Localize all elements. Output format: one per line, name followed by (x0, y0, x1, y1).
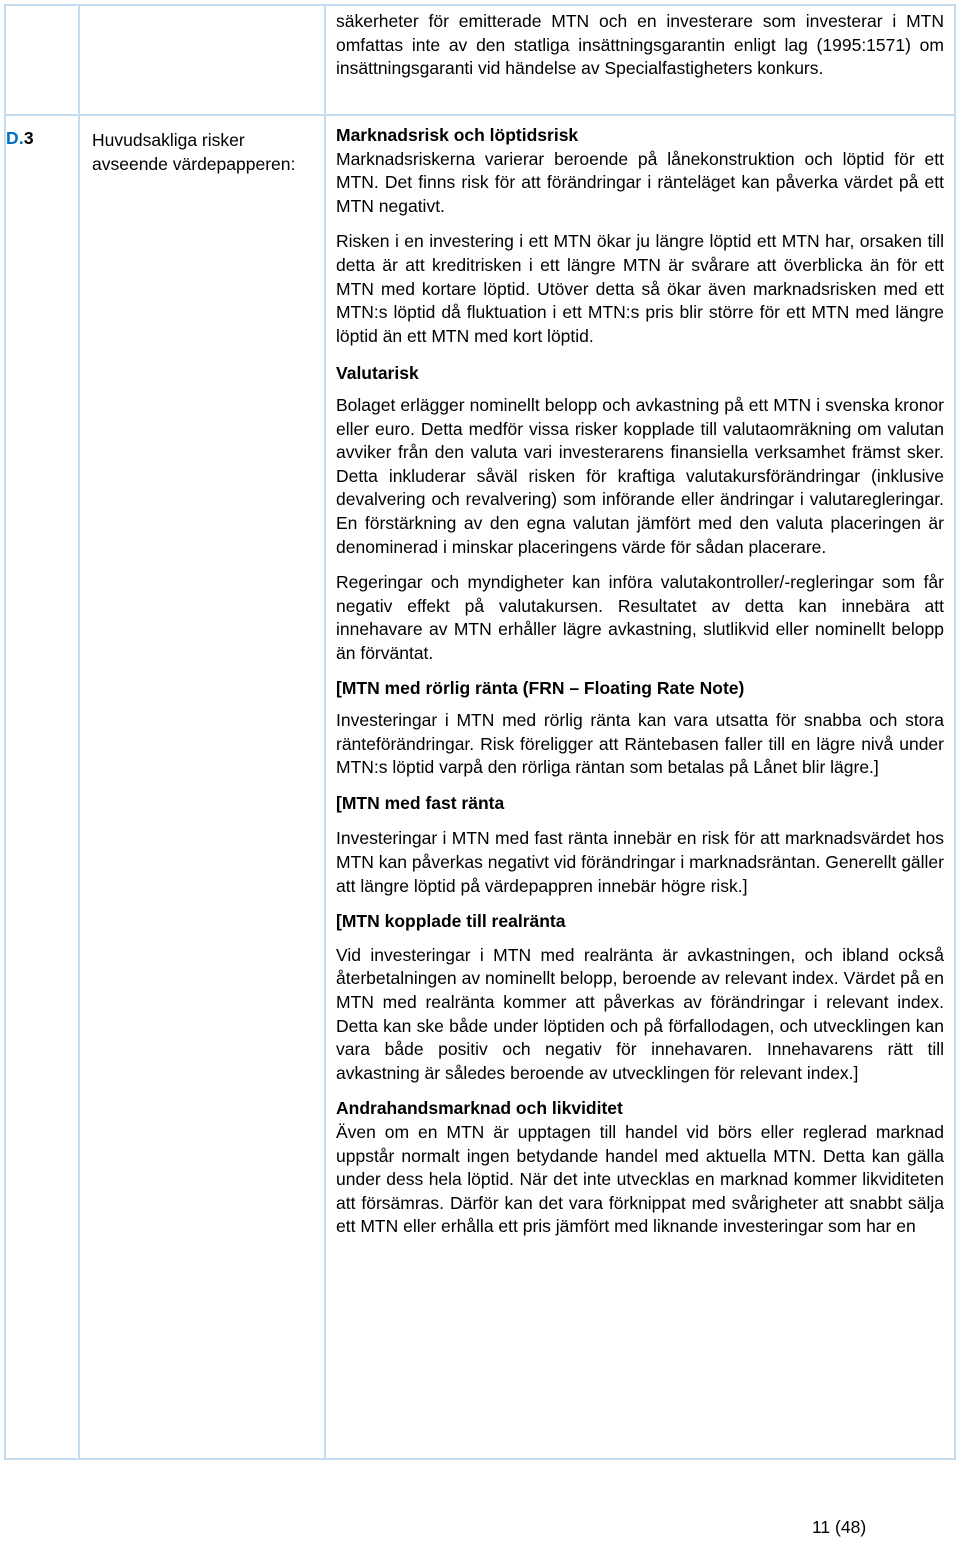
market-risk-paragraph: Risken i en investering i ett MTN ökar ju längre löptid ett MTN har, orsaken till detta är att kreditrisken i ett längre MTN är svårare att överblicka än för ett MTN med kortare löptid. Utöver detta så ökar även marknadsrisken med ett MTN:s löptid då fluktuation i ett MTN:s pris blir större för ett MTN med längre löptid än ett MTN med kort löptid. (336, 231, 944, 346)
section-id-number: 3 (23, 128, 34, 148)
frn-paragraph: Investeringar i MTN med rörlig ränta kan vara utsatta för snabba och stora ränteförändringar. Risk föreligger att Räntebasen faller till en lägre nivå under MTN:s löptid varpå den rörliga räntan som betalas på Lånet blir lägre.] (336, 710, 944, 778)
table-row (4, 114, 956, 1460)
id-cell-empty (4, 4, 78, 114)
section-heading: Huvudsakliga risker avseende värdepapperen: (92, 130, 296, 174)
heading-cell (78, 114, 324, 1460)
currency-risk-title: Valutarisk (336, 363, 419, 384)
market-risk-title: Marknadsrisk och löptidsrisk (336, 125, 579, 145)
table-row (4, 4, 956, 114)
section-id-prefix: D. (6, 128, 24, 148)
id-cell (4, 114, 78, 1460)
fixed-rate-title: [MTN med fast ränta (336, 792, 505, 813)
real-rate-title: [MTN kopplade till realränta (336, 911, 566, 932)
secondary-market-paragraph: Även om en MTN är upptagen till handel vid börs eller reglerad marknad uppstår normalt ingen betydande handel med aktuella MTN. Detta kan gälla under dess hela löptid. När det inte utvecklas en marknad kommer likviditeten att försämras. Därför kan det vara förknippat med svårigheter att snabbt sälja ett MTN eller erhålla ett pris jämfört med liknande investeringar som har en (336, 1121, 944, 1237)
content-cell (324, 4, 956, 114)
continuation-paragraph: säkerheter för emitterade MTN och en investerare som investerar i MTN omfattas inte av den statliga insättningsgarantin enligt lag (1995:1571) om insättningsgaranti vid händelse av Specialfastigheters konkurs. (336, 11, 944, 79)
frn-title: [MTN med rörlig ränta (FRN – Floating Rate Note) (336, 678, 745, 699)
summary-table (4, 4, 956, 1460)
section-id (6, 128, 78, 149)
currency-risk-paragraph: Bolaget erlägger nominellt belopp och avkastning på ett MTN i svenska kronor eller euro. Detta medför vissa risker kopplade till valutaomräkning om valutan avviker från den valuta vari investerarens finansiella verksamhet främst sker. Detta inkluderar såväl risken för kraftiga valutakursförändringar (inklusive devalvering och revalvering) som införande eller ändringar i valutaregleringar. En förstärkning av den egna valutan jämfört med den valuta placeringen är denominerad i minskar placeringens värde för sådan placerare. (336, 394, 944, 557)
currency-risk-paragraph: Regeringar och myndigheter kan införa valutakontroller/-regleringar som får negativ effekt på valutakursen. Resultatet av detta kan innebära att innehavare av MTN erhåller lägre avkastning, slutlikvid eller nominellt belopp än förväntat. (336, 572, 944, 663)
market-risk-paragraph: Marknadsriskerna varierar beroende på lånekonstruktion och löptid för ett MTN. Det finns risk för att förändringar i ränteläget kan påverka värdet på ett MTN negativt. (336, 148, 944, 216)
page-number: 11 (48) (812, 1517, 867, 1537)
fixed-rate-paragraph: Investeringar i MTN med fast ränta innebär en risk för att marknadsvärdet hos MTN kan påverkas negativt vid förändringar i marknadsräntan. Generellt gäller att längre löptid på värdepappren innebär högre risk.] (336, 828, 944, 896)
content-cell (324, 114, 956, 1460)
heading-cell-empty (78, 4, 324, 114)
secondary-market-title: Andrahandsmarknad och likviditet (336, 1098, 623, 1119)
real-rate-paragraph: Vid investeringar i MTN med realränta är avkastningen, och ibland också återbetalningen av nominellt belopp, beroende av relevant index. Värdet på en MTN med realränta kommer att påverkas av förändringar i relevant index. Detta kan ske både under löptiden och på förfallodagen, och utvecklingen kan vara både positiv och negativ för innehavaren. Innehavarens rätt till avkastning är således beroende av utvecklingen för relevant index.] (336, 944, 944, 1083)
